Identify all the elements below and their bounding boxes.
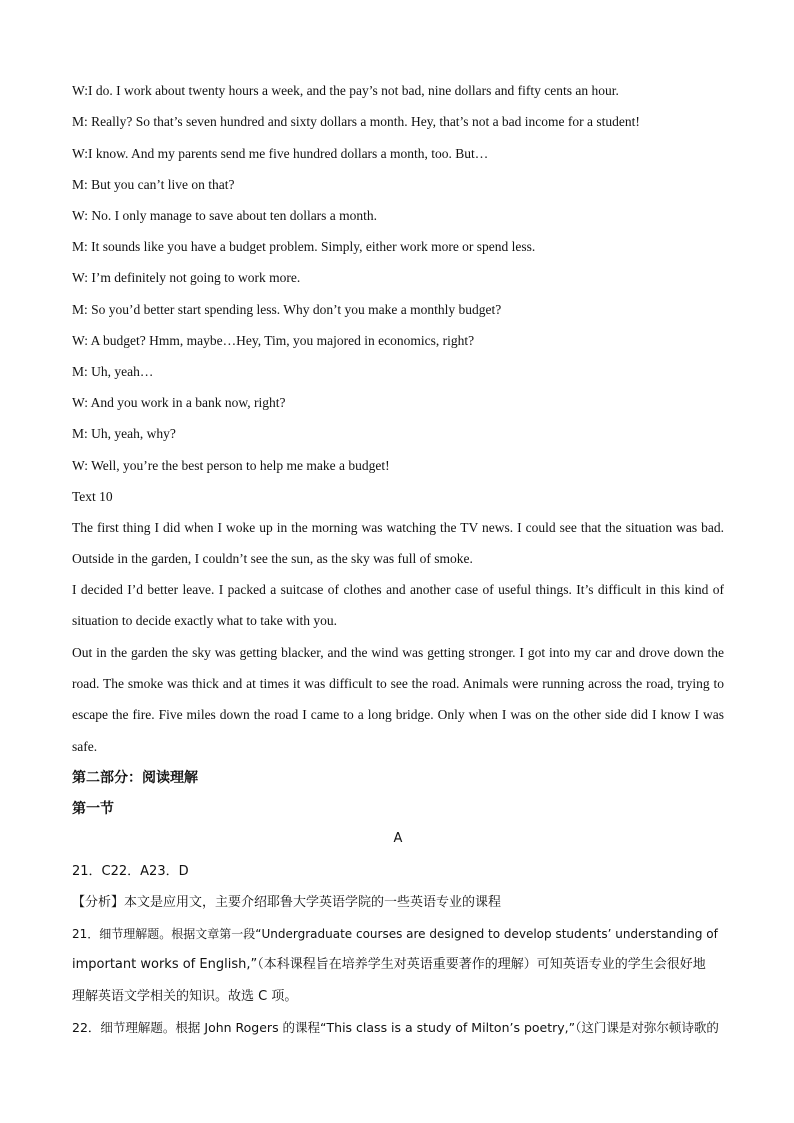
dialogue-line: M: Uh, yeah… bbox=[72, 364, 154, 379]
text10-label: Text 10 bbox=[72, 489, 113, 504]
dialogue-line: W: Well, you’re the best person to help me make a budget! bbox=[72, 458, 390, 473]
q22-explanation-line: 22．细节理解题。根据 John Rogers 的课程“This class is a study of Milton’s poetry,”（这门课是对弥尔顿诗歌的 bbox=[72, 1020, 719, 1035]
text10-paragraph-3: Out in the garden the sky was getting blacker, and the wind was getting stronger. I got into my car and drove down the road. The smoke was thick and at times it was difficult to see the road. Animals were running across the road, trying to escape the fire. Five miles down the road I came to a long bridge. Only when I was on the other side did I know I was safe. bbox=[72, 645, 724, 754]
dialogue-line: M: But you can’t live on that? bbox=[72, 177, 235, 192]
dialogue-line: W:I do. I work about twenty hours a week, and the pay’s not bad, nine dollars and fifty cents an hour. bbox=[72, 83, 619, 98]
analysis-text: 【分析】本文是应用文，主要介绍耶鲁大学英语学院的一些英语专业的课程 bbox=[72, 895, 502, 910]
dialogue-line: W: No. I only manage to save about ten dollars a month. bbox=[72, 208, 378, 223]
section-title: 第一节 bbox=[72, 801, 114, 817]
dialogue-line: W: A budget? Hmm, maybe…Hey, Tim, you majored in economics, right? bbox=[72, 333, 475, 348]
answer-key: 21．C22．A23．D bbox=[72, 864, 189, 879]
dialogue-line: W: I’m definitely not going to work more. bbox=[72, 270, 301, 285]
q21-explanation-line: important works of English,”（本科课程旨在培养学生对英语重要著作的理解）可知英语专业的学生会很好地 bbox=[72, 957, 706, 972]
q21-explanation-line: 理解英语文学相关的知识。故选 C 项。 bbox=[72, 989, 298, 1004]
text10-paragraph-2: I decided I’d better leave. I packed a suitcase of clothes and another case of useful things. It’s difficult in this kind of situation to decide exactly what to take with you. bbox=[72, 582, 724, 629]
dialogue-line: W: And you work in a bank now, right? bbox=[72, 395, 286, 410]
passage-letter: A bbox=[393, 831, 403, 846]
dialogue-line: M: Uh, yeah, why? bbox=[72, 426, 176, 441]
text10-paragraph-1: The first thing I did when I woke up in the morning was watching the TV news. I could see that the situation was bad. Outside in the garden, I couldn’t see the sun, as the sky was full of smoke. bbox=[72, 520, 724, 567]
part2-title: 第二部分：阅读理解 bbox=[72, 770, 198, 786]
dialogue-line: W:I know. And my parents send me five hundred dollars a month, too. But… bbox=[72, 146, 489, 161]
dialogue-line: M: Really? So that’s seven hundred and sixty dollars a month. Hey, that’s not a bad income for a student! bbox=[72, 114, 640, 129]
dialogue-line: M: It sounds like you have a budget problem. Simply, either work more or spend less. bbox=[72, 239, 536, 254]
q21-explanation-line: 21．细节理解题。根据文章第一段“Undergraduate courses are designed to develop students’ understanding of bbox=[72, 927, 718, 941]
dialogue-line: M: So you’d better start spending less. Why don’t you make a monthly budget? bbox=[72, 302, 502, 317]
